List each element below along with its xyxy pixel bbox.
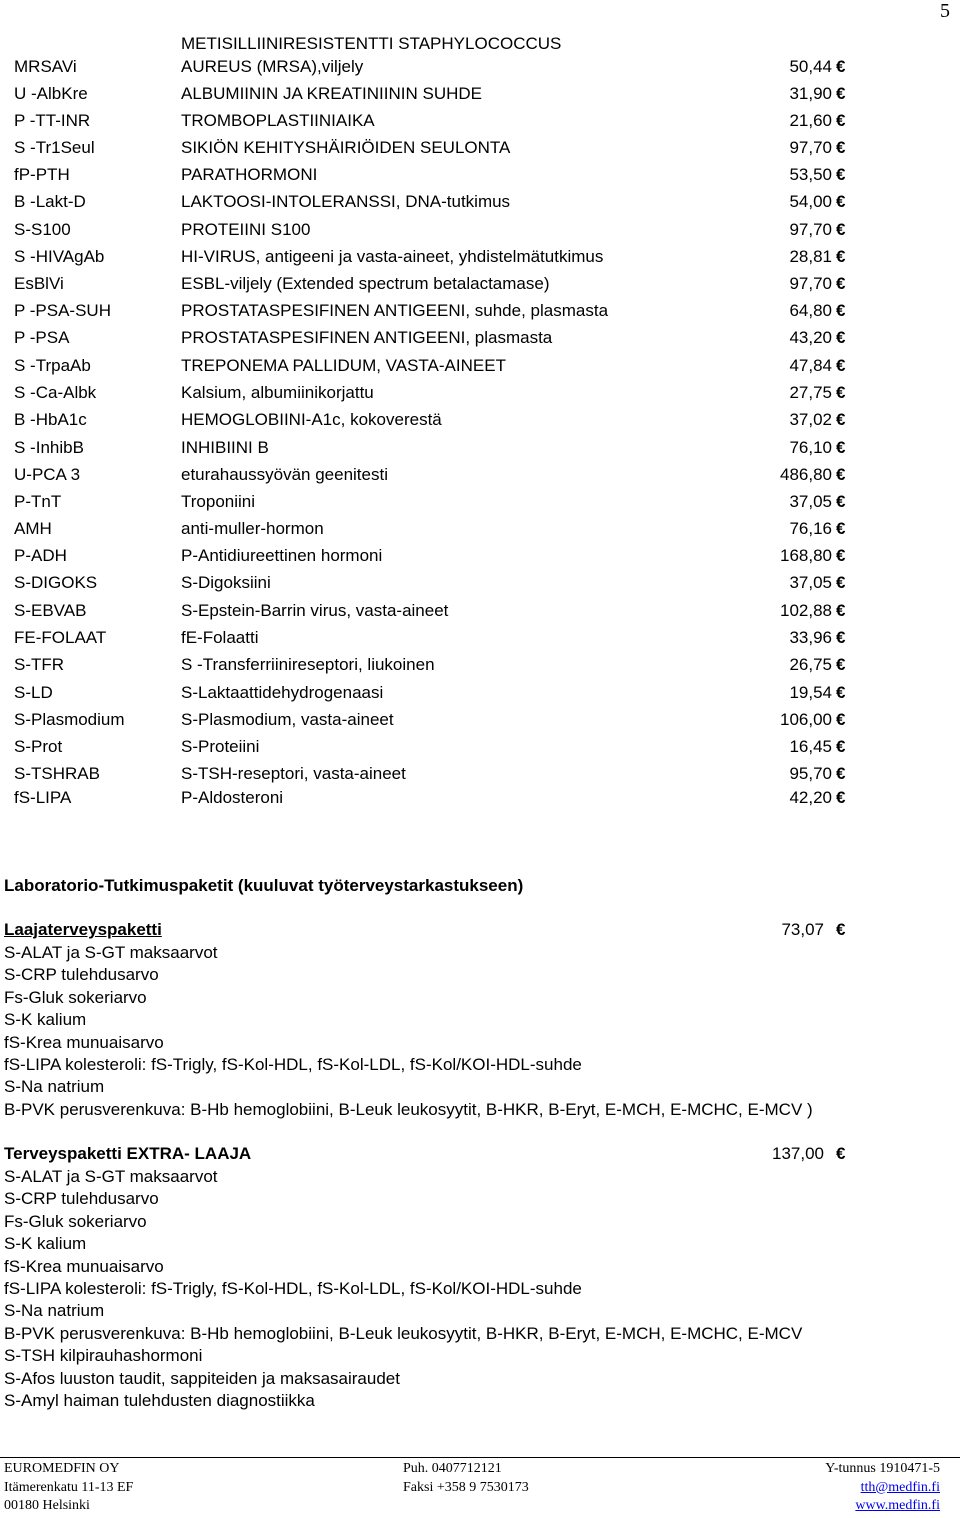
test-name: PROSTATASPESIFINEN ANTIGEENI, suhde, plasmasta — [181, 301, 609, 320]
test-code: U-PCA 3 — [14, 465, 81, 484]
package-title: Terveyspaketti EXTRA- LAAJA — [4, 1144, 252, 1163]
test-price: 47,84 — [789, 356, 832, 375]
test-name: Troponiini — [181, 492, 256, 511]
test-price: 53,50 — [789, 165, 832, 184]
test-price: 33,96 — [789, 628, 832, 647]
test-code: AMH — [14, 519, 52, 538]
test-price: 97,70 — [789, 138, 832, 157]
test-row — [0, 82, 960, 106]
package-item: S-ALAT ja S-GT maksaarvot — [4, 1167, 218, 1186]
euro-symbol: € — [836, 220, 846, 239]
test-row — [0, 218, 960, 242]
test-price: 42,20 — [789, 788, 832, 807]
test-name: anti-muller-hormon — [181, 519, 324, 538]
package-item: B-PVK perusverenkuva: B-Hb hemoglobiini, B-Leuk leukosyytit, B-HKR, B-Eryt, E-MCH, E-MCHC, E-MCV — [4, 1323, 803, 1343]
package-item: S-TSH kilpirauhashormoni — [4, 1346, 203, 1366]
package-price: 137,00 — [772, 1144, 824, 1163]
euro-symbol: € — [836, 628, 846, 647]
euro-symbol: € — [836, 601, 846, 620]
test-name: TREPONEMA PALLIDUM, VASTA-AINEET — [181, 356, 506, 375]
test-code: S -InhibB — [14, 438, 84, 457]
test-row — [0, 786, 960, 810]
test-price: 64,80 — [789, 301, 832, 320]
footer-phone: Puh. 0407712121 — [403, 1461, 502, 1476]
euro-symbol: € — [836, 710, 846, 729]
test-price: 26,75 — [789, 655, 832, 674]
footer-contact — [403, 1460, 529, 1497]
test-name: Kalsium, albumiinikorjattu — [181, 383, 374, 402]
test-row — [0, 190, 960, 214]
test-price: 16,45 — [789, 737, 832, 756]
test-code: P-ADH — [14, 546, 67, 565]
footer-business-id: Y-tunnus 1910471-5 — [825, 1461, 940, 1476]
test-name: AUREUS (MRSA),viljely — [181, 57, 364, 76]
package-item: S-Afos luuston taudit, sappiteiden ja maksasairaudet — [4, 1368, 400, 1388]
test-row — [0, 599, 960, 623]
test-name: PARATHORMONI — [181, 165, 318, 184]
test-code: S-LD — [14, 683, 53, 702]
euro-symbol: € — [836, 1144, 846, 1163]
footer-street: Itämerenkatu 11-13 EF — [4, 1479, 134, 1495]
euro-symbol: € — [836, 57, 846, 76]
package-item: S-K kalium — [4, 1010, 87, 1030]
test-price: 27,75 — [789, 383, 832, 402]
test-price: 50,44 — [789, 57, 832, 76]
test-row — [0, 463, 960, 487]
test-price: 19,54 — [789, 683, 832, 702]
package-item: fS-LIPA kolesteroli: fS-Trigly, fS-Kol-HDL, fS-Kol-LDL, fS-Kol/KOI-HDL-suhde — [4, 1278, 582, 1298]
test-price: 31,90 — [789, 84, 832, 103]
test-price: 28,81 — [789, 247, 832, 266]
euro-symbol: € — [836, 84, 846, 103]
test-row — [0, 571, 960, 595]
package-title: Laajaterveyspaketti — [4, 920, 162, 939]
package-item: S-Amyl haiman tulehdusten diagnostiikka — [4, 1390, 315, 1410]
test-price: 102,88 — [780, 601, 832, 620]
euro-symbol: € — [836, 492, 846, 511]
test-code: P-TnT — [14, 492, 62, 511]
footer-address — [4, 1460, 133, 1516]
test-price: 43,20 — [789, 328, 832, 347]
test-name: PROSTATASPESIFINEN ANTIGEENI, plasmasta — [181, 328, 553, 347]
euro-symbol: € — [836, 274, 846, 293]
page-footer — [0, 1457, 960, 1518]
test-row — [0, 544, 960, 568]
test-price: 21,60 — [789, 111, 832, 130]
test-row — [0, 272, 960, 296]
test-row — [0, 735, 960, 759]
test-name: LAKTOOSI-INTOLERANSSI, DNA-tutkimus — [181, 192, 511, 211]
test-name: S-Laktaattidehydrogenaasi — [181, 683, 384, 702]
test-name: S-Proteiini — [181, 737, 260, 756]
test-row — [0, 381, 960, 405]
page-number: 5 — [940, 0, 950, 22]
test-code: S-EBVAB — [14, 601, 87, 620]
test-row — [0, 136, 960, 160]
test-name: S-TSH-reseptori, vasta-aineet — [181, 764, 406, 783]
test-row — [0, 762, 960, 786]
test-name: S -Transferriinireseptori, liukoinen — [181, 655, 435, 674]
euro-symbol: € — [836, 356, 846, 375]
test-price: 37,05 — [789, 573, 832, 592]
test-row — [0, 163, 960, 187]
package-item: S-K kalium — [4, 1234, 87, 1254]
test-name: S-Epstein-Barrin virus, vasta-aineet — [181, 601, 449, 620]
test-name: P-Aldosteroni — [181, 788, 284, 807]
footer-business — [825, 1460, 940, 1516]
test-code: MRSAVi — [14, 57, 77, 76]
test-name: ALBUMIININ JA KREATINIININ SUHDE — [181, 84, 483, 103]
euro-symbol: € — [836, 519, 846, 538]
test-code: fS-LIPA — [14, 788, 72, 807]
package-item: fS-Krea munuaisarvo — [4, 1032, 164, 1052]
euro-symbol: € — [836, 138, 846, 157]
test-name: S-Plasmodium, vasta-aineet — [181, 710, 394, 729]
test-row — [0, 436, 960, 460]
test-row — [0, 245, 960, 269]
euro-symbol: € — [836, 788, 846, 807]
euro-symbol: € — [836, 247, 846, 266]
euro-symbol: € — [836, 683, 846, 702]
packages-section-title: Laboratorio-Tutkimuspaketit (kuuluvat työterveystarkastukseen) — [4, 876, 524, 895]
test-name: S-Digoksiini — [181, 573, 271, 592]
test-row — [0, 299, 960, 323]
test-row — [0, 326, 960, 350]
test-row — [0, 708, 960, 732]
test-price: 106,00 — [780, 710, 832, 729]
test-name: HI-VIRUS, antigeeni ja vasta-aineet, yhdistelmätutkimus — [181, 247, 604, 266]
euro-symbol: € — [836, 328, 846, 347]
test-code: S-S100 — [14, 220, 71, 239]
test-code: P -PSA-SUH — [14, 301, 111, 320]
test-row — [0, 490, 960, 514]
test-code: S-TFR — [14, 655, 65, 674]
euro-symbol: € — [836, 438, 846, 457]
test-row — [0, 55, 960, 79]
test-code: S -HIVAgAb — [14, 247, 105, 266]
test-price: 486,80 — [780, 465, 832, 484]
test-code: FE-FOLAAT — [14, 628, 107, 647]
test-code: S -TrpaAb — [14, 356, 91, 375]
test-code: fP-PTH — [14, 165, 70, 184]
test-price: 37,02 — [789, 410, 832, 429]
package-item: S-CRP tulehdusarvo — [4, 1189, 159, 1209]
package-item: fS-LIPA kolesteroli: fS-Trigly, fS-Kol-HDL, fS-Kol-LDL, fS-Kol/KOI-HDL-suhde — [4, 1054, 582, 1074]
euro-symbol: € — [836, 192, 846, 211]
test-code: S-Prot — [14, 737, 63, 756]
test-row — [0, 354, 960, 378]
euro-symbol: € — [836, 573, 846, 592]
test-price: 168,80 — [780, 546, 832, 565]
test-code: EsBlVi — [14, 274, 64, 293]
euro-symbol: € — [836, 465, 846, 484]
test-price: 76,16 — [789, 519, 832, 538]
test-code: B -HbA1c — [14, 410, 87, 429]
test-name: INHIBIINI B — [181, 438, 269, 457]
test-row — [0, 653, 960, 677]
footer-fax: Faksi +358 9 7530173 — [403, 1479, 529, 1495]
euro-symbol: € — [836, 764, 846, 783]
footer-company: EUROMEDFIN OY — [4, 1461, 120, 1476]
package-block — [4, 1142, 944, 1412]
test-code: S-Plasmodium — [14, 710, 125, 729]
euro-symbol: € — [836, 737, 846, 756]
test-code: S-DIGOKS — [14, 573, 98, 592]
package-item: Fs-Gluk sokeriarvo — [4, 1211, 147, 1231]
test-row — [0, 681, 960, 705]
package-item: S-ALAT ja S-GT maksaarvot — [4, 943, 218, 962]
test-code: B -Lakt-D — [14, 192, 86, 211]
package-item: S-Na natrium — [4, 1301, 105, 1321]
package-item: fS-Krea munuaisarvo — [4, 1256, 164, 1276]
test-code: P -TT-INR — [14, 111, 91, 130]
test-price: 54,00 — [789, 192, 832, 211]
footer-email-link[interactable]: tth@medfin.fi — [860, 1479, 940, 1495]
test-row — [0, 408, 960, 432]
euro-symbol: € — [836, 920, 846, 939]
package-item: S-Na natrium — [4, 1077, 105, 1097]
test-name: ESBL-viljely (Extended spectrum betalactamase) — [181, 274, 550, 293]
test-code: S -Tr1Seul — [14, 138, 95, 157]
package-item: S-CRP tulehdusarvo — [4, 965, 159, 985]
euro-symbol: € — [836, 655, 846, 674]
package-block — [4, 918, 944, 1121]
test-name: PROTEIINI S100 — [181, 220, 311, 239]
test-row — [0, 626, 960, 650]
package-header — [4, 918, 944, 942]
test-price: 95,70 — [789, 764, 832, 783]
euro-symbol: € — [836, 410, 846, 429]
first-test-name-line: METISILLIINIRESISTENTTI STAPHYLOCOCCUS — [181, 34, 562, 53]
test-code: P -PSA — [14, 328, 70, 347]
test-name: fE-Folaatti — [181, 628, 259, 647]
test-row — [0, 517, 960, 541]
test-name: P-Antidiureettinen hormoni — [181, 546, 383, 565]
package-header — [4, 1142, 944, 1166]
euro-symbol: € — [836, 165, 846, 184]
test-name: eturahaussyövän geenitesti — [181, 465, 388, 484]
test-code: S-TSHRAB — [14, 764, 100, 783]
footer-website-link[interactable]: www.medfin.fi — [855, 1498, 940, 1513]
test-code: U -AlbKre — [14, 84, 88, 103]
euro-symbol: € — [836, 546, 846, 565]
test-price: 76,10 — [789, 438, 832, 457]
package-item: B-PVK perusverenkuva: B-Hb hemoglobiini, B-Leuk leukosyytit, B-HKR, B-Eryt, E-MCH, E-MCHC, E-MCV ) — [4, 1099, 813, 1119]
test-row — [0, 109, 960, 133]
package-item: Fs-Gluk sokeriarvo — [4, 987, 147, 1007]
euro-symbol: € — [836, 301, 846, 320]
test-price: 97,70 — [789, 274, 832, 293]
test-name: HEMOGLOBIINI-A1c, kokoverestä — [181, 410, 442, 429]
euro-symbol: € — [836, 383, 846, 402]
test-price: 37,05 — [789, 492, 832, 511]
test-code: S -Ca-Albk — [14, 383, 97, 402]
package-price: 73,07 — [781, 920, 824, 939]
test-name: TROMBOPLASTIINIAIKA — [181, 111, 375, 130]
euro-symbol: € — [836, 111, 846, 130]
footer-postal: 00180 Helsinki — [4, 1498, 90, 1513]
test-price: 97,70 — [789, 220, 832, 239]
test-name: SIKIÖN KEHITYSHÄIRIÖIDEN SEULONTA — [181, 138, 511, 157]
